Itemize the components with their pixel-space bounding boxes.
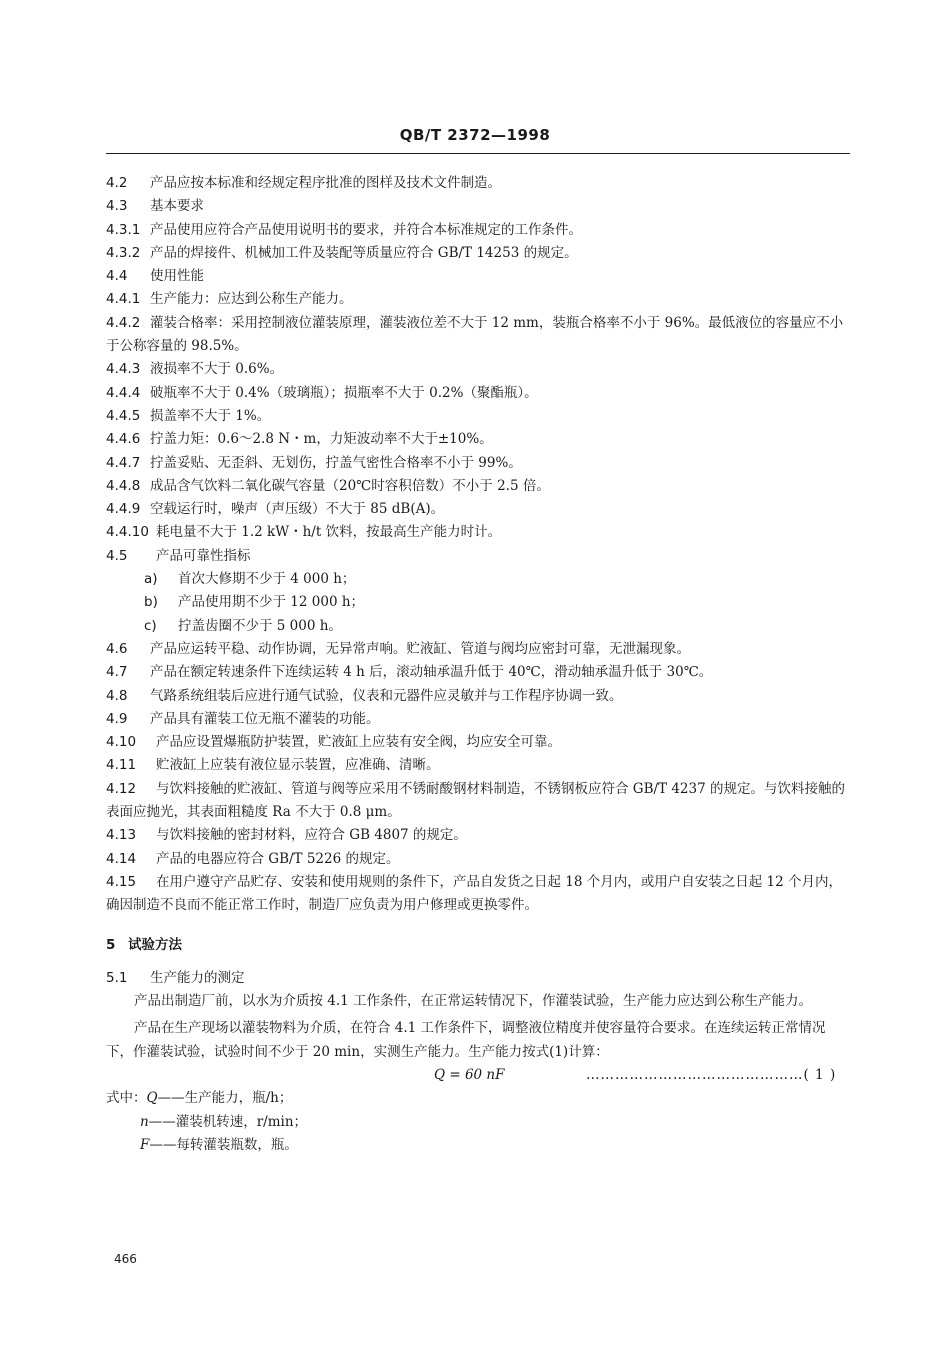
clause-4-12: 4.12 与饮料接触的贮液缸、管道与阀等应采用不锈耐酸钢材料制造，不锈钢板应符合 GB/T 4237 的规定。与饮料接触的表面应抛光，其表面粗糙度 Ra 不大于 0.8 μm。 [106,780,845,821]
clause-4-8: 4.8 气路系统组装后应进行通气试验，仪表和元器件应灵敏并与工作程序协调一致。 [106,687,623,704]
clause-4-13: 4.13 与饮料接触的密封材料，应符合 GB 4807 的规定。 [106,827,467,844]
document-header-code: QB/T 2372—1998 [399,126,551,144]
formula-1 [106,1064,852,1087]
clause-4-11: 4.11 贮液缸上应装有液位显示装置，应准确、清晰。 [106,757,440,774]
clause-4-4-1: 4.4.1 生产能力：应达到公称生产能力。 [106,291,353,308]
clause-4-3-1: 4.3.1 产品使用应符合产品使用说明书的要求，并符合本标准规定的工作条件。 [106,221,582,238]
clause-4-4-10: 4.4.10 耗电量不大于 1.2 kW・h/t 饮料，按最高生产能力时计。 [106,524,502,541]
where-term-q: 式中：Q——生产能力，瓶/h； [106,1090,293,1107]
clause-5-1-heading: 5.1 生产能力的测定 [106,969,245,986]
formula-expression: Q = 60 nF [434,1066,505,1083]
clause-4-4-7: 4.4.7 拧盖妥贴、无歪斜、无划伤，拧盖气密性合格率不小于 99%。 [106,454,522,471]
list-item-c: c) 拧盖齿圈不少于 5 000 h。 [144,617,342,634]
clause-4-4-8: 4.4.8 成品含气饮料二氧化碳气容量（20℃时容积倍数）不小于 2.5 倍。 [106,477,550,494]
clause-4-2: 4.2 产品应按本标准和经规定程序批准的图样及技术文件制造。 [106,175,501,191]
list-item-b: b) 产品使用期不少于 12 000 h； [144,594,365,611]
where-term-f: F——每转灌装瓶数，瓶。 [140,1136,298,1153]
clause-4-4-6: 4.4.6 拧盖力矩：0.6～2.8 N・m，力矩波动率不大于±10%。 [106,431,493,448]
document-body [106,172,852,1157]
clause-4-5: 4.5 产品可靠性指标 [106,547,251,564]
clause-4-10: 4.10 产品应设置爆瓶防护装置，贮液缸上应装有安全阀，均应安全可靠。 [106,734,561,751]
formula-number: ( 1 ) [803,1066,837,1083]
section-5-heading: 5 试验方法 [106,936,182,953]
clause-4-15: 4.15 在用户遵守产品贮存、安装和使用规则的条件下，产品自发货之日起 18 个月内，或用户自安装之日起 12 个月内，确因制造不良而不能正常工作时，制造厂应负责为用户修理或更换零件。 [106,873,843,914]
clause-4-6: 4.6 产品应运转平稳、动作协调，无异常声响。贮液缸、管道与阀均应密封可靠，无泄漏现象。 [106,640,690,657]
clause-4-3: 4.3 基本要求 [106,198,204,215]
where-term-n: n——灌装机转速，r/min； [140,1113,308,1130]
clause-4-7: 4.7 产品在额定转速条件下连续运转 4 h 后，滚动轴承温升低于 40℃，滑动轴承温升低于 30℃。 [106,664,713,681]
clause-4-4: 4.4 使用性能 [106,268,204,285]
where-lead: 式中： [106,1090,147,1107]
list-item-a: a) 首次大修期不少于 4 000 h； [144,571,356,588]
clause-4-4-9: 4.4.9 空载运行时，噪声（声压级）不大于 85 dB(A)。 [106,501,445,518]
clause-4-3-2: 4.3.2 产品的焊接件、机械加工件及装配等质量应符合 GB/T 14253 的规定。 [106,244,578,261]
clause-4-4-5: 4.4.5 损盖率不大于 1%。 [106,407,271,424]
clause-4-14: 4.14 产品的电器应符合 GB/T 5226 的规定。 [106,850,400,867]
formula-leader-dots: ………………………………………( 1 ) [586,1066,837,1083]
page-number: 466 [114,1252,137,1266]
clause-4-4-4: 4.4.4 破瓶率不大于 0.4%（玻璃瓶）；损瓶率不大于 0.2%（聚酯瓶）。 [106,384,538,401]
clause-4-4-3: 4.4.3 液损率不大于 0.6%。 [106,361,284,378]
header-rule [106,153,850,154]
clause-5-1-para-2: 产品在生产现场以灌装物料为介质，在符合 4.1 工作条件下，调整液位精度并使容量符合要求。在连续运转正常情况下，作灌装试验，试验时间不少于 20 min，实测生产能力。生产能力按式(1)计算： [106,1020,826,1060]
clause-4-4-2: 4.4.2 灌装合格率：采用控制液位灌装原理，灌装液位差不大于 12 mm，装瓶合格率不小于 96%。最低液位的容量应不小于公称容量的 98.5%。 [106,314,844,355]
clause-4-9: 4.9 产品具有灌装工位无瓶不灌装的功能。 [106,710,380,727]
clause-5-1-para-1: 产品出制造厂前，以水为介质按 4.1 工作条件，在正常运转情况下，作灌装试验，生产能力应达到公称生产能力。 [134,993,813,1010]
